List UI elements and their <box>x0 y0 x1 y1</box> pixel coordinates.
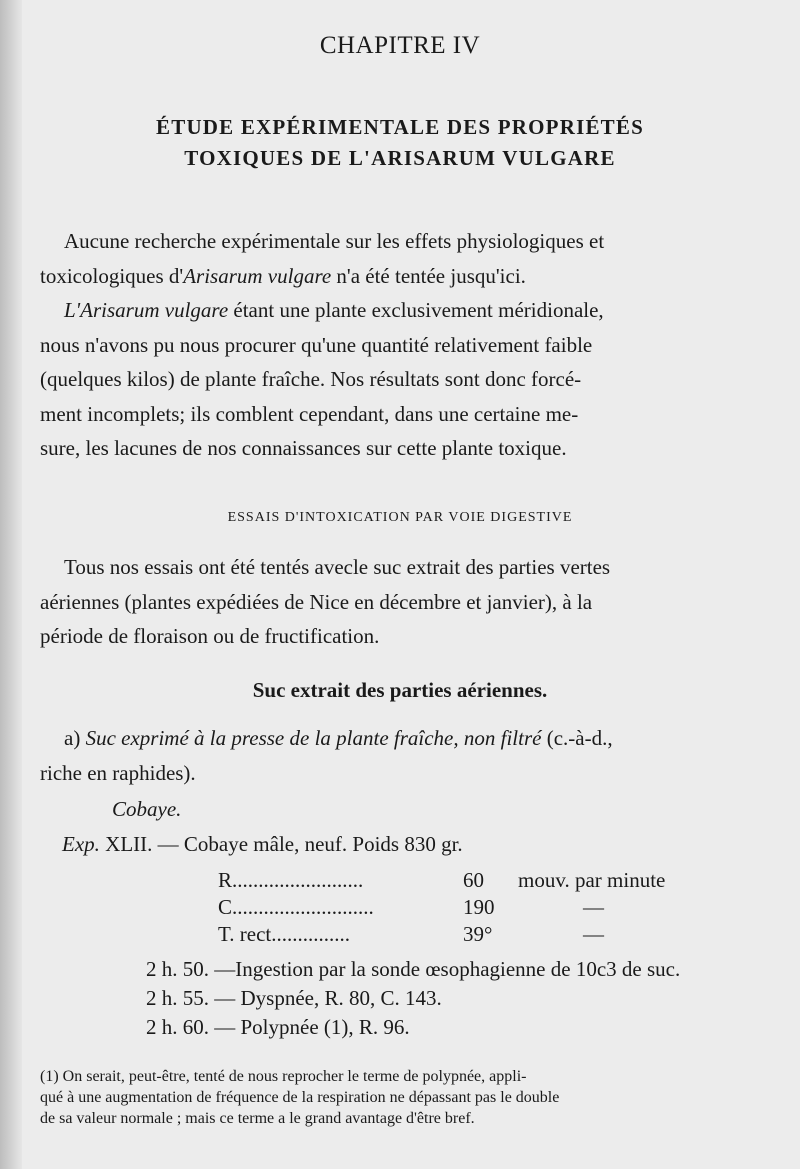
text-line: sure, les lacunes de nos connaissances sur cette plante toxique. <box>40 436 567 460</box>
species-name: Arisarum vulgare <box>183 263 332 288</box>
text-line: période de floraison ou de fructification. <box>40 624 380 648</box>
intro-paragraph-2 <box>40 293 758 466</box>
intro-paragraph-1 <box>40 224 758 293</box>
chapter-title <box>0 112 800 174</box>
text-line: aériennes (plantes expédiées de Nice en décembre et janvier), à la <box>40 589 593 614</box>
text-run: (c.-à-d., <box>541 726 613 750</box>
chapter-title-line-1: ÉTUDE EXPÉRIMENTALE DES PROPRIÉTÉS <box>156 115 644 139</box>
measure-label: C........................... <box>218 895 374 919</box>
experiment-label: Exp. <box>62 832 100 856</box>
text-line: nous n'avons pu nous procurer qu'une quantité relativement faible <box>40 332 593 357</box>
measure-label: T. rect............... <box>218 922 350 946</box>
text-line: (quelques kilos) de plante fraîche. Nos résultats sont donc forcé- <box>40 367 582 391</box>
text-run: n'a été tentée jusqu'ici. <box>331 263 526 288</box>
species-name: L'Arisarum vulgare <box>64 298 229 322</box>
item-a-paragraph <box>40 721 758 790</box>
chapter-title-line-2: TOXIQUES DE L'ARISARUM VULGARE <box>184 146 616 170</box>
page-edge-shadow <box>0 0 22 1169</box>
text-line: ment incomplets; ils comblent cependant, dans une certaine me- <box>40 401 579 426</box>
event-line: 2 h. 50. —Ingestion par la sonde œsophagienne de 10c3 de suc. <box>146 957 681 981</box>
measure-dash: — <box>583 922 604 946</box>
text-line <box>40 721 758 756</box>
animal-heading: Cobaye. <box>112 797 182 821</box>
event-log <box>146 955 680 1042</box>
event-line: 2 h. 60. — Polypnée (1), R. 96. <box>146 1015 410 1039</box>
footnote <box>40 1066 760 1129</box>
footnote-line: qué à une augmentation de fréquence de la respiration ne dépassant pas le double <box>40 1089 560 1106</box>
experiment-line <box>62 832 463 857</box>
experiment-text: XLII. — Cobaye mâle, neuf. Poids 830 gr. <box>99 832 463 856</box>
section-heading: ESSAIS D'INTOXICATION PAR VOIE DIGESTIVE <box>227 510 573 525</box>
footnote-line: de sa valeur normale ; mais ce terme a le grand avantage d'être bref. <box>40 1110 475 1127</box>
measure-value: 60 <box>463 868 484 892</box>
text-line: Tous nos essais ont été tentés avecle suc extrait des parties vertes <box>64 555 611 579</box>
text-line: Aucune recherche expérimentale sur les effets physiologiques et <box>64 229 605 253</box>
chapter-heading: CHAPITRE IV <box>319 32 481 59</box>
measure-value: 190 <box>463 895 495 919</box>
subsection-heading: Suc extrait des parties aériennes. <box>252 678 548 702</box>
item-title: Suc exprimé à la presse de la plante fraîche, non filtré <box>85 726 542 750</box>
measure-row <box>218 868 688 898</box>
measure-unit: mouv. par minute <box>518 868 666 892</box>
text-line: riche en raphides). <box>40 760 196 785</box>
text-line <box>40 259 758 294</box>
event-line: 2 h. 55. — Dyspnée, R. 80, C. 143. <box>146 986 442 1010</box>
text-run: toxicologiques d' <box>40 263 184 288</box>
measure-row <box>218 895 688 925</box>
text-run: étant une plante exclusivement méridionale, <box>228 298 604 322</box>
measure-row <box>218 922 688 952</box>
section-paragraph <box>40 550 758 654</box>
measure-dash: — <box>583 895 604 919</box>
measure-value: 39° <box>463 922 493 946</box>
text-line <box>40 293 758 328</box>
measure-label: R......................... <box>218 868 364 892</box>
item-marker: a) <box>64 726 86 750</box>
footnote-line: (1) On serait, peut-être, tenté de nous reprocher le terme de polypnée, appli- <box>40 1068 527 1085</box>
